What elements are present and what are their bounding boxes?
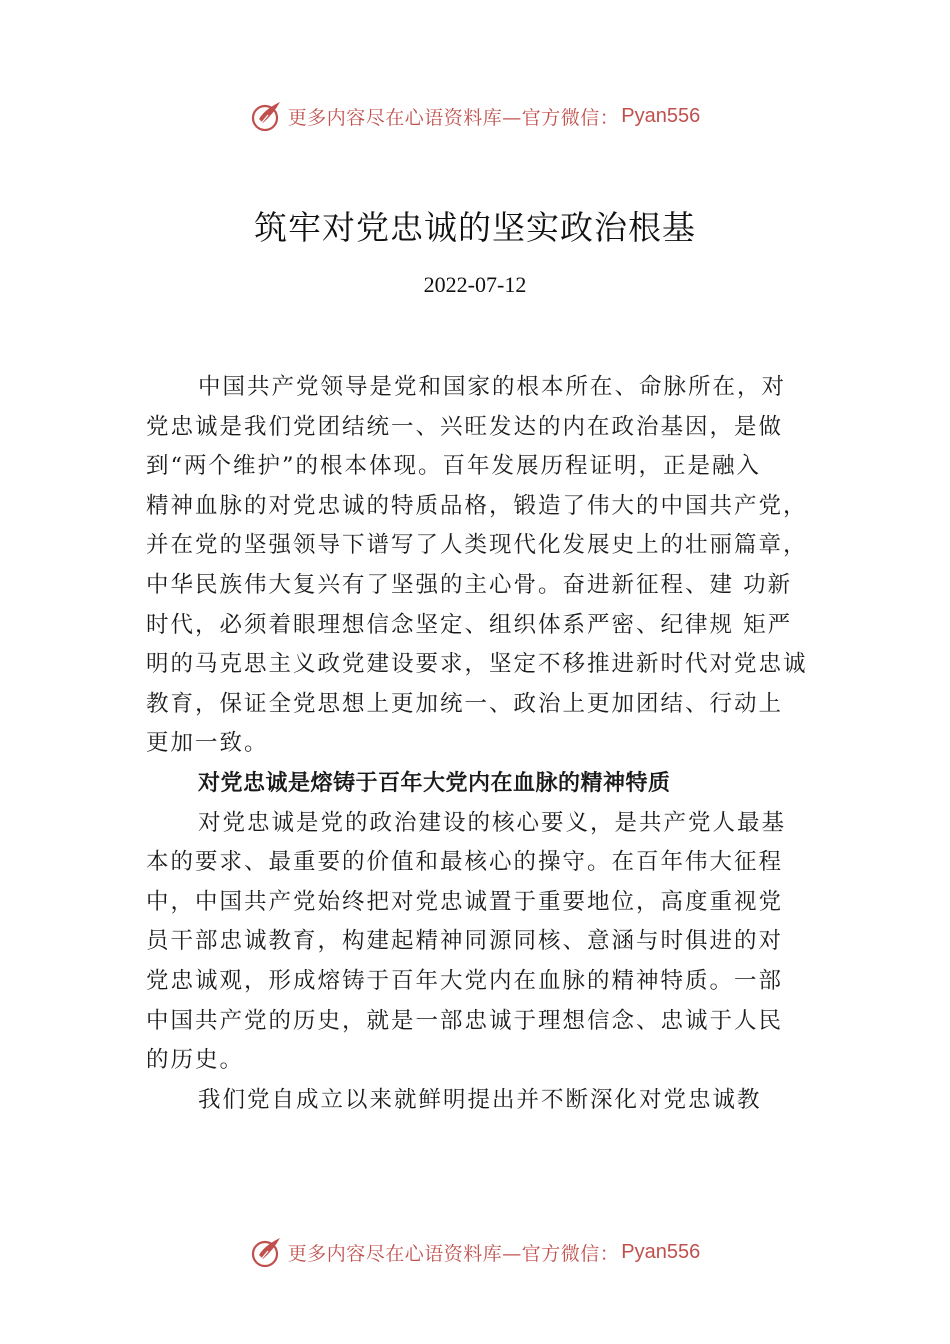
- section-heading: 对党忠诚是熔铸于百年大党内在血脉的精神特质: [198, 770, 671, 796]
- quill-logo-icon: [250, 1235, 284, 1269]
- paragraph-line: 精神血脉的对党忠诚的特质品格，锻造了伟大的中国共产党，: [146, 492, 808, 519]
- header-watermark: [0, 96, 950, 136]
- watermark-text: 更多内容尽在心语资料库—官方微信：: [287, 106, 620, 129]
- document-date: 2022-07-12: [423, 272, 527, 297]
- footer-watermark: [0, 1232, 950, 1272]
- paragraph-line: 的历史。: [146, 1047, 245, 1074]
- paragraph-line: 到“两个维护”的根本体现。百年发展历程证明，正是融入: [146, 453, 762, 480]
- watermark-wechat-id: Pyan556: [621, 1240, 701, 1263]
- paragraph-line: 本的要求、最重要的价值和最核心的操守。在百年伟大征程: [146, 849, 784, 876]
- paragraph-line: 对党忠诚是党的政治建设的核心要义，是共产党人最基: [198, 809, 787, 836]
- watermark-text: 更多内容尽在心语资料库—官方微信：: [287, 1242, 620, 1265]
- paragraph-line: 中国共产党领导是党和国家的根本所在、命脉所在，对: [198, 374, 787, 400]
- paragraph-line: 党忠诚观，形成熔铸于百年大党内在血脉的精神特质。一部: [146, 967, 784, 994]
- paragraph-line: 中国共产党的历史，就是一部忠诚于理想信念、忠诚于人民: [146, 1007, 784, 1034]
- watermark-wechat-id: Pyan556: [621, 104, 701, 127]
- quill-logo-icon: [250, 99, 284, 133]
- paragraph-line: 明的马克思主义政党建设要求，坚定不移推进新时代对党忠诚: [146, 651, 808, 678]
- paragraph-line: 教育，保证全党思想上更加统一、政治上更加团结、行动上: [146, 690, 784, 717]
- paragraph-line: 员干部忠诚教育，构建起精神同源同核、意涵与时俱进的对: [146, 928, 784, 955]
- document-body: [146, 368, 846, 1120]
- paragraph-line: 中华民族伟大复兴有了坚强的主心骨。奋进新征程、建 功新: [146, 571, 793, 598]
- document-title: 筑牢对党忠诚的坚实政治根基: [254, 208, 696, 247]
- paragraph-line: 我们党自成立以来就鲜明提出并不断深化对党忠诚教: [198, 1086, 762, 1113]
- paragraph-line: 更加一致。: [146, 730, 269, 757]
- paragraph-line: 中，中国共产党始终把对党忠诚置于重要地位，高度重视党: [146, 888, 784, 915]
- paragraph-line: 并在党的坚强领导下谱写了人类现代化发展史上的壮丽篇章，: [146, 532, 808, 559]
- paragraph-line: 党忠诚是我们党团结统一、兴旺发达的内在政治基因，是做: [146, 413, 784, 440]
- paragraph-line: 时代，必须着眼理想信念坚定、组织体系严密、纪律规 矩严: [146, 611, 793, 638]
